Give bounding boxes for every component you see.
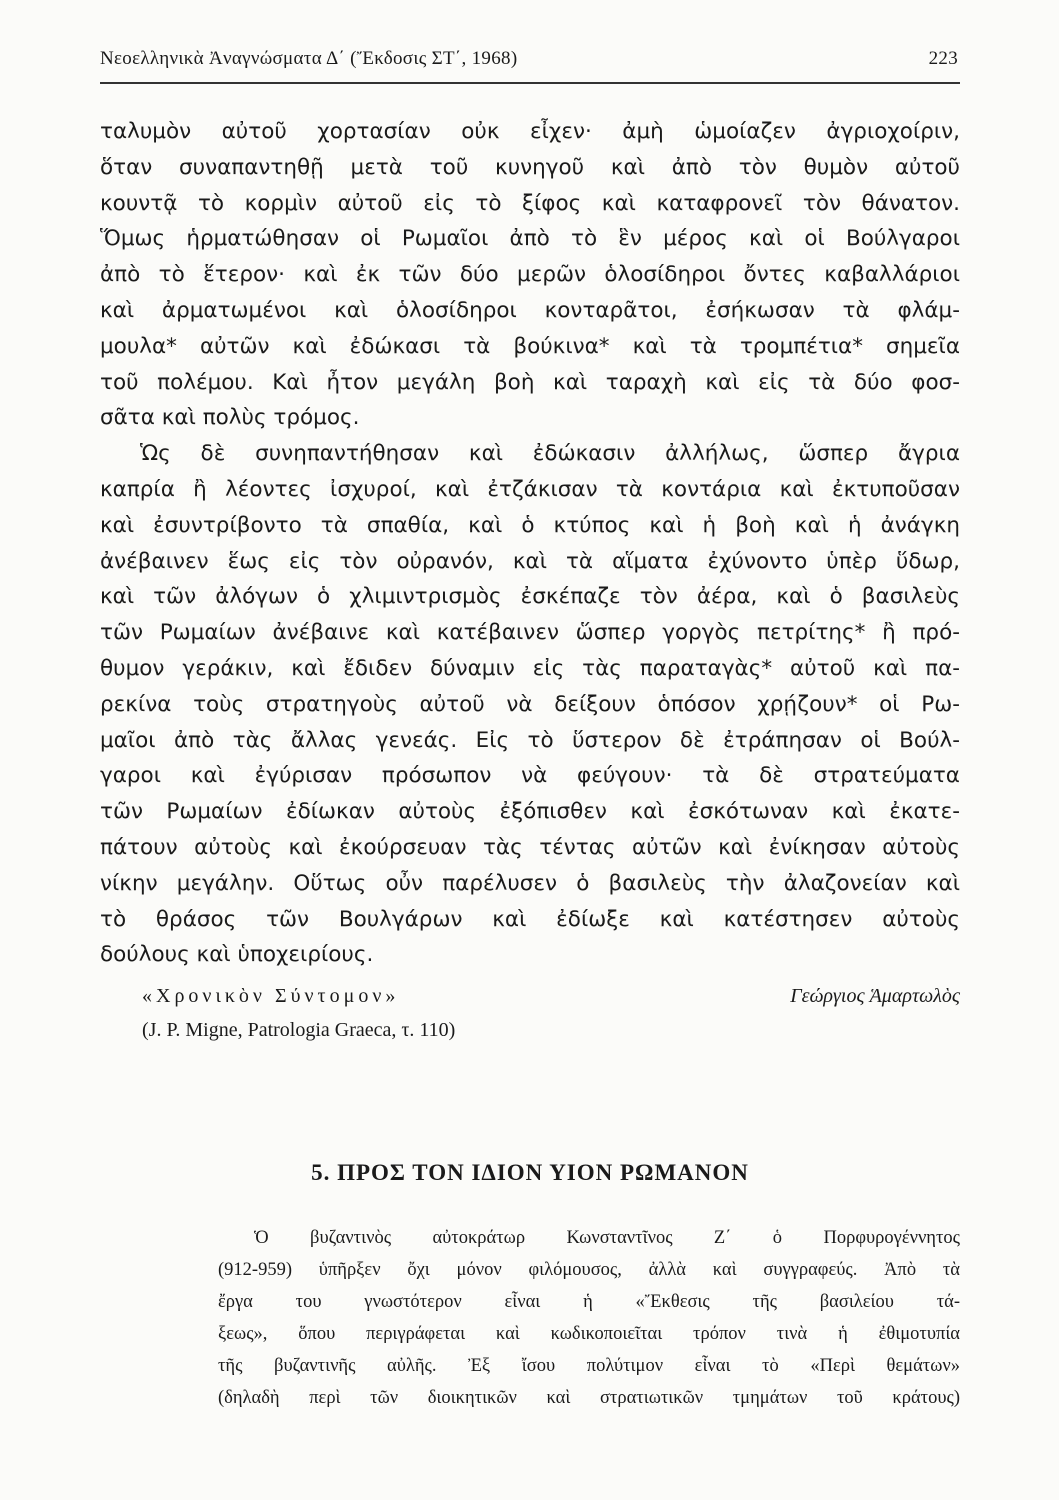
text-line: κουντᾷ τὸ κορμὶν αὐτοῦ εἰς τὸ ξίφος καὶ καταφρονεῖ τὸν θάνατον. bbox=[100, 190, 960, 216]
intro-line: Ὁ βυζαντινὸς αὐτοκράτωρ Κωνσταντῖνος Ζ΄ ὁ Πορφυρογέννητος bbox=[254, 1228, 960, 1248]
author-name: Γεώργιος Ἁμαρτωλὸς bbox=[790, 985, 960, 1007]
text-line: τῶν Ρωμαίων ἀνέβαινε καὶ κατέβαινεν ὥσπερ γοργὸς πετρίτης* ἢ πρό- bbox=[100, 620, 960, 646]
text-line: Ὅμως ἡρματώθησαν οἱ Ρωμαῖοι ἀπὸ τὸ ἓν μέρος καὶ οἱ Βούλγαροι bbox=[100, 226, 960, 252]
text-line: καπρία ἢ λέοντες ἰσχυροί, καὶ ἐτζάκισαν τὰ κοντάρια καὶ ἐκτυποῦσαν bbox=[100, 476, 960, 502]
text-line: τοῦ πολέμου. Καὶ ἦτον μεγάλη βοὴ καὶ ταραχὴ καὶ εἰς τὰ δύο φοσ- bbox=[100, 369, 960, 395]
chronicle-title: «Χρονικὸν Σύντομον» bbox=[142, 985, 400, 1007]
intro-line: τῆς βυζαντινῆς αὐλῆς. Ἐξ ἴσου πολύτιμον εἶναι τὸ «Περὶ θεμάτων» bbox=[218, 1356, 960, 1376]
text-line: πάτουν αὐτοὺς καὶ ἐκούρσευαν τὰς τέντας αὐτῶν καὶ ἐνίκησαν αὐτοὺς bbox=[100, 834, 960, 860]
text-line: μουλα* αὐτῶν καὶ ἐδώκασι τὰ βούκινα* καὶ τὰ τρομπέτια* σημεῖα bbox=[100, 333, 960, 359]
text-line: τὸ θράσος τῶν Βουλγάρων καὶ ἐδίωξε καὶ κατέστησεν αὐτοὺς bbox=[100, 906, 960, 932]
text-line: μαῖοι ἀπὸ τὰς ἄλλας γενεάς. Εἰς τὸ ὕστερον δὲ ἐτράπησαν οἱ Βούλ- bbox=[100, 727, 960, 753]
intro-line: ξεως», ὅπου περιγράφεται καὶ κωδικοποιεῖται τρόπον τινὰ ἡ ἐθιμοτυπία bbox=[218, 1324, 960, 1344]
text-line: ἀνέβαινεν ἕως εἰς τὸν οὐρανόν, καὶ τὰ αἵματα ἐχύνοντο ὑπὲρ ὕδωρ, bbox=[100, 548, 960, 574]
text-line: ἀπὸ τὸ ἕτερον· καὶ ἐκ τῶν δύο μερῶν ὁλοσίδηροι ὄντες καβαλλάριοι bbox=[100, 262, 960, 288]
section-introduction bbox=[218, 1222, 960, 1414]
text-line: καὶ ἐσυντρίβοντο τὰ σπαθία, καὶ ὁ κτύπος καὶ ἡ βοὴ καὶ ἡ ἀνάγκη bbox=[100, 512, 960, 538]
text-line: καὶ τῶν ἀλόγων ὁ χλιμιντρισμὸς ἐσκέπαζε τὸν ἀέρα, καὶ ὁ βασιλεὺς bbox=[100, 584, 960, 610]
text-line: ρεκίνα τοὺς στρατηγοὺς αὐτοῦ νὰ δείξουν ὁπόσον χρῄζουν* οἱ Ρω- bbox=[100, 691, 960, 717]
text-line: νίκην μεγάλην. Οὕτως οὖν παρέλυσεν ὁ βασιλεὺς τὴν ἀλαζονείαν καὶ bbox=[100, 870, 960, 896]
chronicle-excerpt bbox=[100, 114, 960, 973]
attribution bbox=[100, 985, 960, 1041]
running-title: Νεοελληνικὰ Ἀναγνώσματα Δ΄ (Ἔκδοσις ΣΤ΄, 1968) bbox=[100, 48, 518, 69]
text-line: καὶ ἀρματωμένοι καὶ ὁλοσίδηροι κονταρᾶτοι, ἐσήκωσαν τὰ φλάμ- bbox=[100, 297, 960, 323]
page-number: 223 bbox=[928, 48, 958, 69]
text-line: θυμον γεράκιν, καὶ ἔδιδεν δύναμιν εἰς τὰς παραταγὰς* αὐτοῦ καὶ πα- bbox=[100, 655, 960, 681]
page-header bbox=[100, 44, 960, 76]
intro-line: (912-959) ὑπῆρξεν ὄχι μόνον φιλόμουσος, ἀλλὰ καὶ συγγραφεύς. Ἀπὸ τὰ bbox=[218, 1260, 960, 1280]
header-rule bbox=[100, 82, 960, 84]
section-title: 5. ΠΡΟΣ ΤΟΝ ΙΔΙΟΝ ΥΙΟΝ ΡΩΜΑΝΟΝ bbox=[311, 1160, 749, 1185]
text-line: τῶν Ρωμαίων ἐδίωκαν αὐτοὺς ἐξόπισθεν καὶ ἐσκότωναν καὶ ἐκατε- bbox=[100, 799, 960, 825]
text-line: δούλους καὶ ὑποχειρίους. bbox=[100, 942, 374, 968]
text-line: ὅταν συναπαντηθῇ μετὰ τοῦ κυνηγοῦ καὶ ἀπὸ τὸν θυμὸν αὐτοῦ bbox=[100, 154, 960, 180]
intro-line: (δηλαδὴ περὶ τῶν διοικητικῶν καὶ στρατιωτικῶν τμημάτων τοῦ κράτους) bbox=[218, 1388, 960, 1408]
text-line: ταλυμὸν αὐτοῦ χορτασίαν οὐκ εἶχεν· ἀμὴ ὡμοίαζεν ἀγριοχοίριν, bbox=[100, 119, 960, 144]
source-citation: (J. P. Migne, Patrologia Graeca, τ. 110) bbox=[142, 1019, 456, 1041]
text-line: γαροι καὶ ἐγύρισαν πρόσωπον νὰ φεύγουν· τὰ δὲ στρατεύματα bbox=[100, 763, 960, 789]
text-line: σᾶτα καὶ πολὺς τρόμος. bbox=[100, 405, 360, 431]
text-line: Ὡς δὲ συνηπαντήθησαν καὶ ἐδώκασιν ἀλλήλως, ὥσπερ ἄγρια bbox=[140, 441, 960, 467]
intro-line: ἔργα του γνωστότερον εἶναι ἡ «Ἔκθεσις τῆς βασιλείου τά- bbox=[218, 1292, 960, 1312]
